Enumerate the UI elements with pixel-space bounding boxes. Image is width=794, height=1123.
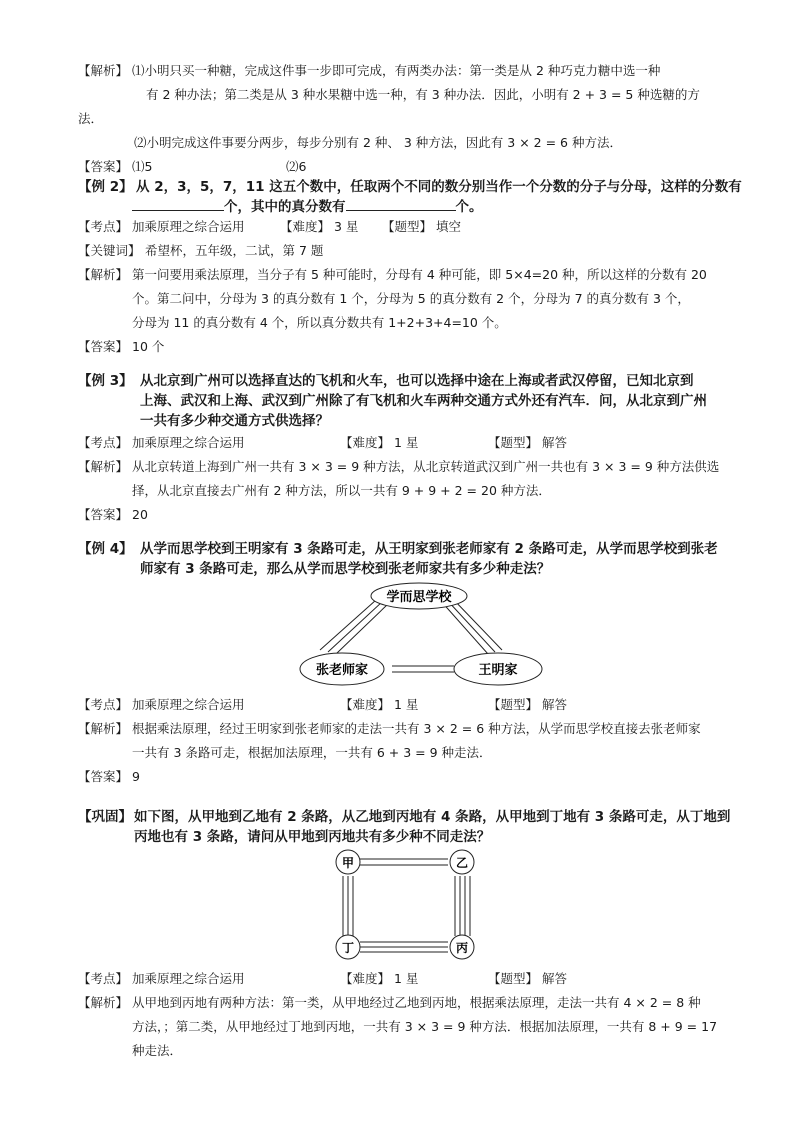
kaodian-tag: 【考点】 — [78, 971, 129, 986]
analysis-line: 法． — [78, 111, 104, 126]
question-line: 师家有 3 条路可走，那么从学而思学校到张老师家共有多少种走法？ — [140, 561, 551, 577]
node-bing-label: 丙 — [455, 941, 469, 955]
analysis-line: 种走法． — [132, 1043, 183, 1058]
route-diagram-school — [290, 582, 550, 690]
analysis-line: ⑴小明只买一种糖，完成这件事一步即可完成，有两类办法：第一类是从 2 种巧克力糖中选一种 — [132, 63, 661, 78]
question-line: 如下图，从甲地到乙地有 2 条路，从乙地到丙地有 4 条路，从甲地到丁地有 3 条路可走，从丁地到 — [134, 809, 731, 825]
analysis-line: 第一问要用乘法原理，当分子有 5 种可能时，分母有 4 种可能，即 5×4=20 种，所以这样的分数有 20 — [132, 267, 707, 282]
difficulty-tag: 【难度】 — [340, 971, 391, 986]
difficulty-value: 1 星 — [394, 971, 419, 986]
analysis-line: 一共有 3 条路可走，根据加法原理，一共有 6 + 3 = 9 种走法． — [132, 745, 492, 760]
analysis-line: 方法，；第二类，从甲地经过丁地到丙地，一共有 3 × 3 = 9 种方法．根据加法原理，一共有 8 + 9 = 17 — [132, 1019, 718, 1034]
answer-value: 10 个 — [132, 339, 165, 354]
example-tag: 【巩固】 — [78, 809, 132, 825]
node-wang-label: 王明家 — [478, 663, 518, 678]
analysis-line: 择，从北京直接去广州有 2 种方法，所以一共有 9 + 9 + 2 = 20 种方法． — [132, 483, 551, 498]
question-line: 从学而思学校到王明家有 3 条路可走，从王明家到张老师家有 2 条路可走，从学而思学校到张老 — [140, 541, 718, 557]
difficulty-tag: 【难度】 — [280, 219, 331, 234]
answer-tag: 【答案】 — [78, 769, 129, 784]
qtype-value: 解答 — [542, 971, 568, 986]
kaodian-tag: 【考点】 — [78, 219, 129, 234]
answer-value: 9 — [132, 769, 140, 784]
analysis-line: 个。第二问中，分母为 3 的真分数有 1 个，分母为 5 的真分数有 2 个，分母为 7 的真分数有 3 个， — [132, 291, 690, 306]
qtype-tag: 【题型】 — [488, 971, 539, 986]
question-line: 从北京到广州可以选择直达的飞机和火车，也可以选择中途在上海或者武汉停留，已知北京到 — [140, 373, 694, 389]
analysis-line: 根据乘法原理，经过王明家到张老师家的走法一共有 3 × 2 = 6 种方法，从学而思学校直接去张老师家 — [132, 721, 701, 736]
difficulty-value: 1 星 — [394, 697, 419, 712]
qtype-value: 填空 — [436, 219, 462, 234]
question-line: 丙地也有 3 条路，请问从甲地到丙地共有多少种不同走法？ — [134, 829, 491, 845]
example-tag: 【例 3】 — [78, 373, 133, 389]
answer-blank — [346, 198, 456, 211]
kaodian-value: 加乘原理之综合运用 — [132, 435, 245, 450]
answer-blank — [132, 198, 224, 211]
keyword-value: 希望杯，五年级，二试，第 7 题 — [145, 243, 324, 258]
qtype-tag: 【题型】 — [488, 697, 539, 712]
answer-tag: 【答案】 — [78, 159, 129, 174]
difficulty-value: 1 星 — [394, 435, 419, 450]
node-ding-label: 丁 — [341, 941, 355, 955]
analysis-tag: 【解析】 — [78, 63, 129, 78]
difficulty-value: 3 星 — [334, 219, 359, 234]
answer-tag: 【答案】 — [78, 339, 129, 354]
analysis-line: ⑵小明完成这件事要分两步，每步分别有 2 种、 3 种方法，因此有 3 × 2 = 6 种方法． — [134, 135, 622, 150]
analysis-tag: 【解析】 — [78, 459, 129, 474]
question-line: 一共有多少种交通方式供选择？ — [140, 413, 329, 429]
kaodian-value: 加乘原理之综合运用 — [132, 697, 245, 712]
answer-value: 20 — [132, 507, 148, 522]
analysis-line: 有 2 种办法；第二类是从 3 种水果糖中选一种，有 3 种办法．因此，小明有 2 + 3 = 5 种选糖的方 — [146, 87, 700, 102]
analysis-line: 从北京转道上海到广州一共有 3 × 3 = 9 种方法，从北京转道武汉到广州一共也有 3 × 3 = 9 种方法供选 — [132, 459, 720, 474]
kaodian-tag: 【考点】 — [78, 435, 129, 450]
question-line: 上海、武汉和上海、武汉到广州除了有飞机和火车两种交通方式外还有汽车．问，从北京到广州 — [140, 393, 707, 409]
kaodian-tag: 【考点】 — [78, 697, 129, 712]
answer-value: ⑴5 — [132, 159, 153, 174]
difficulty-tag: 【难度】 — [340, 435, 391, 450]
example-tag: 【例 4】 — [78, 541, 133, 557]
analysis-tag: 【解析】 — [78, 721, 129, 736]
analysis-tag: 【解析】 — [78, 267, 129, 282]
analysis-line: 分母为 11 的真分数有 4 个，所以真分数共有 1+2+3+4=10 个。 — [132, 315, 507, 330]
kaodian-value: 加乘原理之综合运用 — [132, 971, 245, 986]
route-diagram-places — [330, 846, 480, 968]
difficulty-tag: 【难度】 — [340, 697, 391, 712]
node-jia-label: 甲 — [341, 856, 355, 870]
qtype-tag: 【题型】 — [488, 435, 539, 450]
kaodian-value: 加乘原理之综合运用 — [132, 219, 245, 234]
answer-value: ⑵6 — [286, 159, 307, 174]
example-tag: 【例 2】 — [78, 179, 133, 195]
answer-tag: 【答案】 — [78, 507, 129, 522]
qtype-value: 解答 — [542, 697, 568, 712]
analysis-line: 从甲地到丙地有两种方法：第一类，从甲地经过乙地到丙地，根据乘法原理，走法一共有 4 × 2 = 8 种 — [132, 995, 701, 1010]
qtype-value: 解答 — [542, 435, 568, 450]
question-line: 从 2，3，5，7，11 这五个数中，任取两个不同的数分别当作一个分数的分子与分母，这样的分数有 — [136, 179, 742, 195]
analysis-tag: 【解析】 — [78, 995, 129, 1010]
question-line: 个，其中的真分数有 个。 — [132, 198, 483, 216]
node-yi-label: 乙 — [455, 856, 469, 870]
qtype-tag: 【题型】 — [382, 219, 433, 234]
node-school-label: 学而思学校 — [386, 590, 452, 605]
node-zhang-label: 张老师家 — [315, 663, 369, 678]
keyword-tag: 【关键词】 — [78, 243, 141, 258]
